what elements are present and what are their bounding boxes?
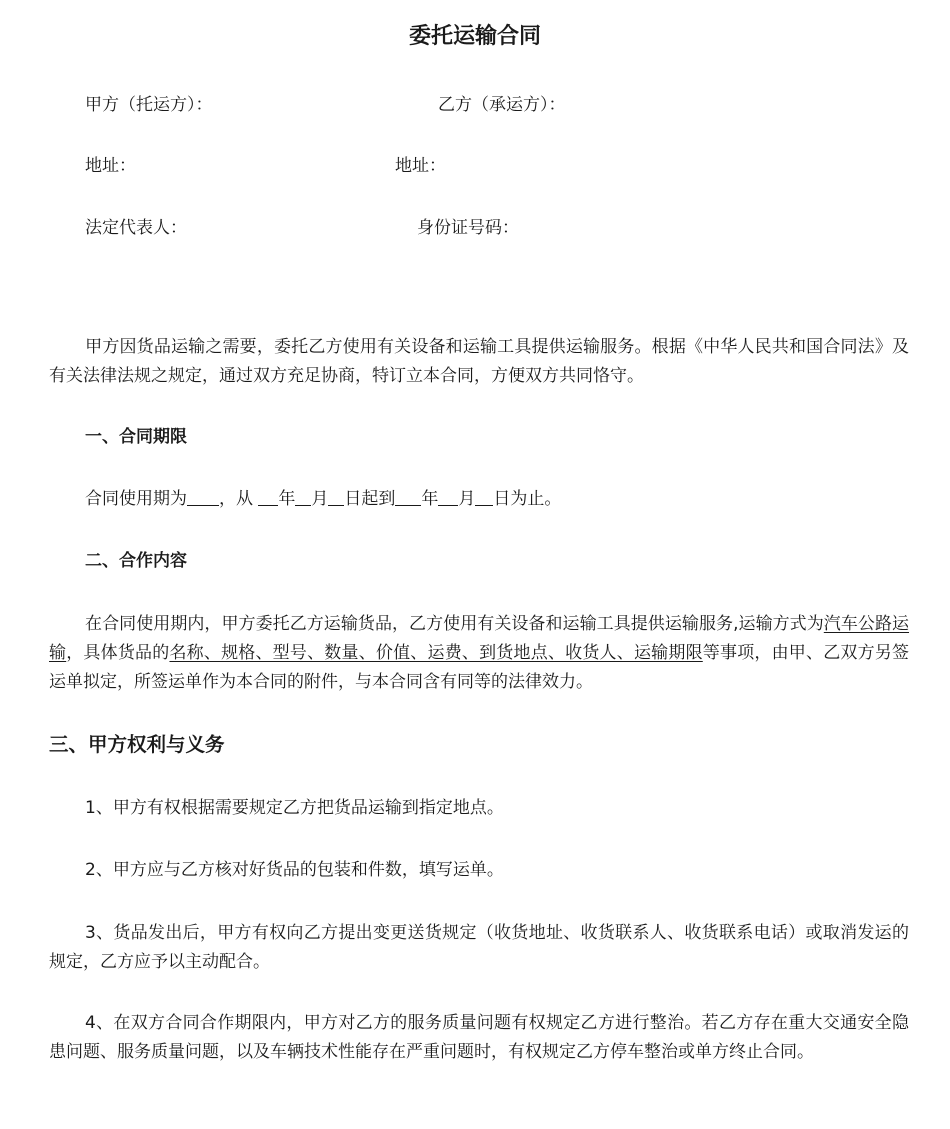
end-day-blank [475, 504, 493, 506]
transport-mode: 汽车公路运输 [49, 614, 910, 663]
end-month-label: 月 [458, 489, 476, 509]
term-text-b: ，从 [219, 489, 259, 509]
end-day-label: 日为止。 [493, 489, 562, 509]
cooperation-text-c: 等事项，由甲、乙双方另签运单拟定，所签运单作为本合同的附件，与本合同含有同等的法律效力。 [49, 643, 910, 692]
party-a-clause-4-text: 4、在双方合同合作期限内，甲方对乙方的服务质量问题有权规定乙方进行整治。若乙方存在重大交通安全隐患问题、服务质量问题，以及车辆技术性能存在严重问题时，有权规定乙方停车整治或单方终止合同。 [49, 1013, 909, 1062]
party-b-address-label: 地址： [395, 156, 446, 176]
party-a-clause-4 [49, 1009, 909, 1067]
start-month-blank [295, 504, 311, 506]
preamble-paragraph [49, 333, 909, 391]
goods-details: 名称、规格、型号、数量、价值、运费、到货地点、收货人、运输期限 [169, 643, 703, 663]
section-3-heading: 三、甲方权利与义务 [49, 733, 225, 756]
term-period-blank [187, 504, 219, 506]
party-b-id-number-label: 身份证号码： [417, 218, 519, 238]
preamble-text: 甲方因货品运输之需要，委托乙方使用有关设备和运输工具提供运输服务。根据《中华人民共和国合同法》及有关法律法规之规定，通过双方充足协商，特订立本合同，方便双方共同恪守。 [49, 337, 909, 386]
start-day-blank [328, 504, 344, 506]
party-a-clause-3-text: 3、货品发出后，甲方有权向乙方提出变更送货规定（收货地址、收货联系人、收货联系电话）或取消发运的规定，乙方应予以主动配合。 [49, 923, 909, 972]
end-year-blank [395, 504, 421, 506]
section-2-heading: 二、合作内容 [85, 551, 187, 571]
term-text-a: 合同使用期为 [85, 489, 187, 509]
party-a-clause-3 [49, 919, 909, 977]
party-a-clause-2: 2、甲方应与乙方核对好货品的包装和件数，填写运单。 [85, 860, 504, 880]
party-b-name-label: 乙方（承运方）： [438, 95, 566, 115]
cooperation-paragraph [49, 610, 909, 697]
document-title: 委托运输合同 [408, 24, 541, 49]
start-year-blank [258, 504, 278, 506]
end-month-blank [438, 504, 458, 506]
section-1-heading: 一、合同期限 [85, 427, 187, 447]
party-a-address-label: 地址： [85, 156, 136, 176]
contract-term-line [85, 491, 561, 508]
party-a-representative-label: 法定代表人： [85, 218, 187, 238]
start-month-label: 月 [311, 489, 329, 509]
cooperation-text-b: ，具体货品的 [66, 643, 170, 663]
start-day-label: 日起到 [344, 489, 396, 509]
end-year-label: 年 [421, 489, 439, 509]
start-year-label: 年 [278, 489, 296, 509]
cooperation-text-a: 在合同使用期内，甲方委托乙方运输货品，乙方使用有关设备和运输工具提供运输服务,运输方式为 [85, 614, 824, 634]
party-a-clause-1: 1、甲方有权根据需要规定乙方把货品运输到指定地点。 [85, 798, 504, 818]
party-a-name-label: 甲方（托运方）： [85, 95, 213, 115]
